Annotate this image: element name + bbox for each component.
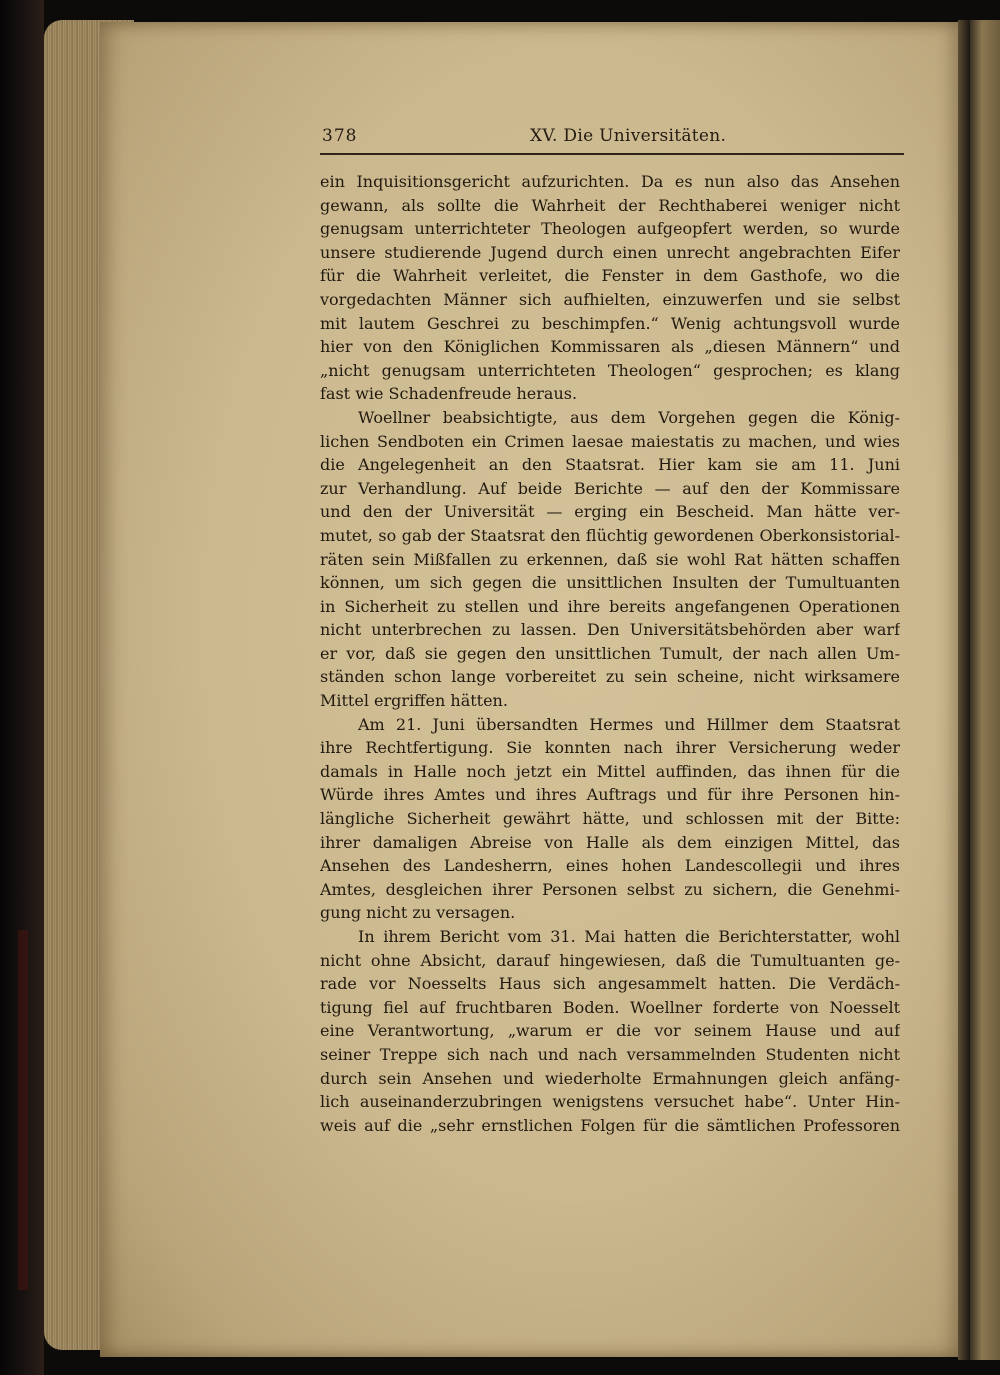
- text-line: längliche Sicherheit gewährt hätte, und schlossen mit der Bitte:: [320, 809, 900, 829]
- cover-red-binding: [18, 930, 28, 1290]
- book-gutter: [958, 20, 970, 1360]
- paragraph: [320, 170, 900, 406]
- text-line: er vor, daß sie gegen den unsittlichen Tumult, der nach allen Um-: [320, 643, 900, 663]
- text-line: durch sein Ansehen und wiederholte Ermahnungen gleich anfäng-: [320, 1068, 900, 1088]
- text-line: räten sein Mißfallen zu erkennen, daß sie wohl Rat hätten schaffen: [320, 549, 900, 569]
- text-line: nicht unterbrechen zu lassen. Den Universitätsbehörden aber warf: [320, 620, 900, 640]
- text-line: mutet, so gab der Staatsrat den flüchtig gewordenen Oberkonsistorial-: [320, 525, 900, 545]
- running-head: [318, 124, 904, 152]
- header-rule: [320, 153, 904, 155]
- text-line: vorgedachten Männer sich aufhielten, einzuwerfen und sie selbst: [320, 289, 900, 309]
- text-line: ständen schon lange vorbereitet zu sein scheine, nicht wirksamere: [320, 667, 900, 687]
- text-line: eine Verantwortung, „warum er die vor seinem Hause und auf: [320, 1021, 900, 1041]
- text-line: die Angelegenheit an den Staatsrat. Hier kam sie am 11. Juni: [320, 455, 900, 475]
- text-line: gewann, als sollte die Wahrheit der Rechthaberei weniger nicht: [320, 195, 900, 215]
- text-line: seiner Treppe sich nach und nach versammelnden Studenten nicht: [320, 1044, 900, 1064]
- text-line: damals in Halle noch jetzt ein Mittel auffinden, das ihnen für die: [320, 761, 900, 781]
- text-line: ihre Rechtfertigung. Sie konnten nach ihrer Versicherung weder: [320, 738, 900, 758]
- paragraph: [320, 925, 900, 1137]
- paragraph: [320, 406, 900, 713]
- book-cover-edge: [0, 0, 44, 1375]
- text-line: Würde ihres Amtes und ihres Auftrags und für ihre Personen hin-: [320, 785, 900, 805]
- text-line: ihrer damaligen Abreise von Halle als dem einzigen Mittel, das: [320, 832, 900, 852]
- text-line: Ansehen des Landesherrn, eines hohen Landescollegii und ihres: [320, 856, 900, 876]
- text-line: in Sicherheit zu stellen und ihre bereits angefangenen Operationen: [320, 596, 900, 616]
- text-line: hier von den Königlichen Kommissaren als „diesen Männern“ und: [320, 337, 900, 357]
- text-line: nicht ohne Absicht, darauf hingewiesen, daß die Tumultuanten ge-: [320, 950, 900, 970]
- text-line: genugsam unterrichteter Theologen aufgeopfert werden, so wurde: [320, 219, 900, 239]
- page-number: 378: [322, 126, 358, 146]
- text-line: Amtes, desgleichen ihrer Personen selbst zu sichern, die Genehmi-: [320, 879, 900, 899]
- text-line: Mittel ergriffen hätten.: [320, 691, 508, 711]
- text-line: zur Verhandlung. Auf beide Berichte — auf den der Kommissare: [320, 478, 900, 498]
- text-line: lichen Sendboten ein Crimen laesae maiestatis zu machen, und wies: [320, 431, 900, 451]
- facing-page-edge: [970, 20, 1000, 1360]
- text-line: „nicht genugsam unterrichteten Theologen“ gesprochen; es klang: [320, 360, 900, 380]
- text-line: rade vor Noesselts Haus sich angesammelt hatten. Die Verdäch-: [320, 974, 900, 994]
- text-line: und den der Universität — erging ein Bescheid. Man hätte ver-: [320, 502, 900, 522]
- paragraph: [320, 713, 900, 925]
- text-line: Am 21. Juni übersandten Hermes und Hillmer dem Staatsrat: [358, 714, 900, 734]
- running-title: XV. Die Universitäten.: [530, 126, 727, 146]
- text-line: Woellner beabsichtigte, aus dem Vorgehen gegen die König-: [358, 407, 900, 427]
- text-line: mit lautem Geschrei zu beschimpfen.“ Wenig achtungsvoll wurde: [320, 313, 900, 333]
- text-line: lich auseinanderzubringen wenigstens versuchet habe“. Unter Hin-: [320, 1092, 900, 1112]
- text-line: gung nicht zu versagen.: [320, 903, 516, 923]
- text-line: weis auf die „sehr ernstlichen Folgen für die sämtlichen Professoren: [320, 1115, 900, 1135]
- text-line: tigung fiel auf fruchtbaren Boden. Woellner forderte von Noesselt: [320, 997, 900, 1017]
- text-line: ein Inquisitionsgericht aufzurichten. Da es nun also das Ansehen: [320, 172, 900, 191]
- text-line: fast wie Schadenfreude heraus.: [320, 384, 578, 404]
- body-text: [320, 170, 900, 1137]
- text-line: In ihrem Bericht vom 31. Mai hatten die Berichterstatter, wohl: [358, 927, 900, 946]
- text-line: für die Wahrheit verleitet, die Fenster in dem Gasthofe, wo die: [320, 266, 900, 286]
- text-line: unsere studierende Jugend durch einen unrecht angebrachten Eifer: [320, 242, 900, 262]
- text-line: können, um sich gegen die unsittlichen Insulten der Tumultuanten: [320, 573, 900, 593]
